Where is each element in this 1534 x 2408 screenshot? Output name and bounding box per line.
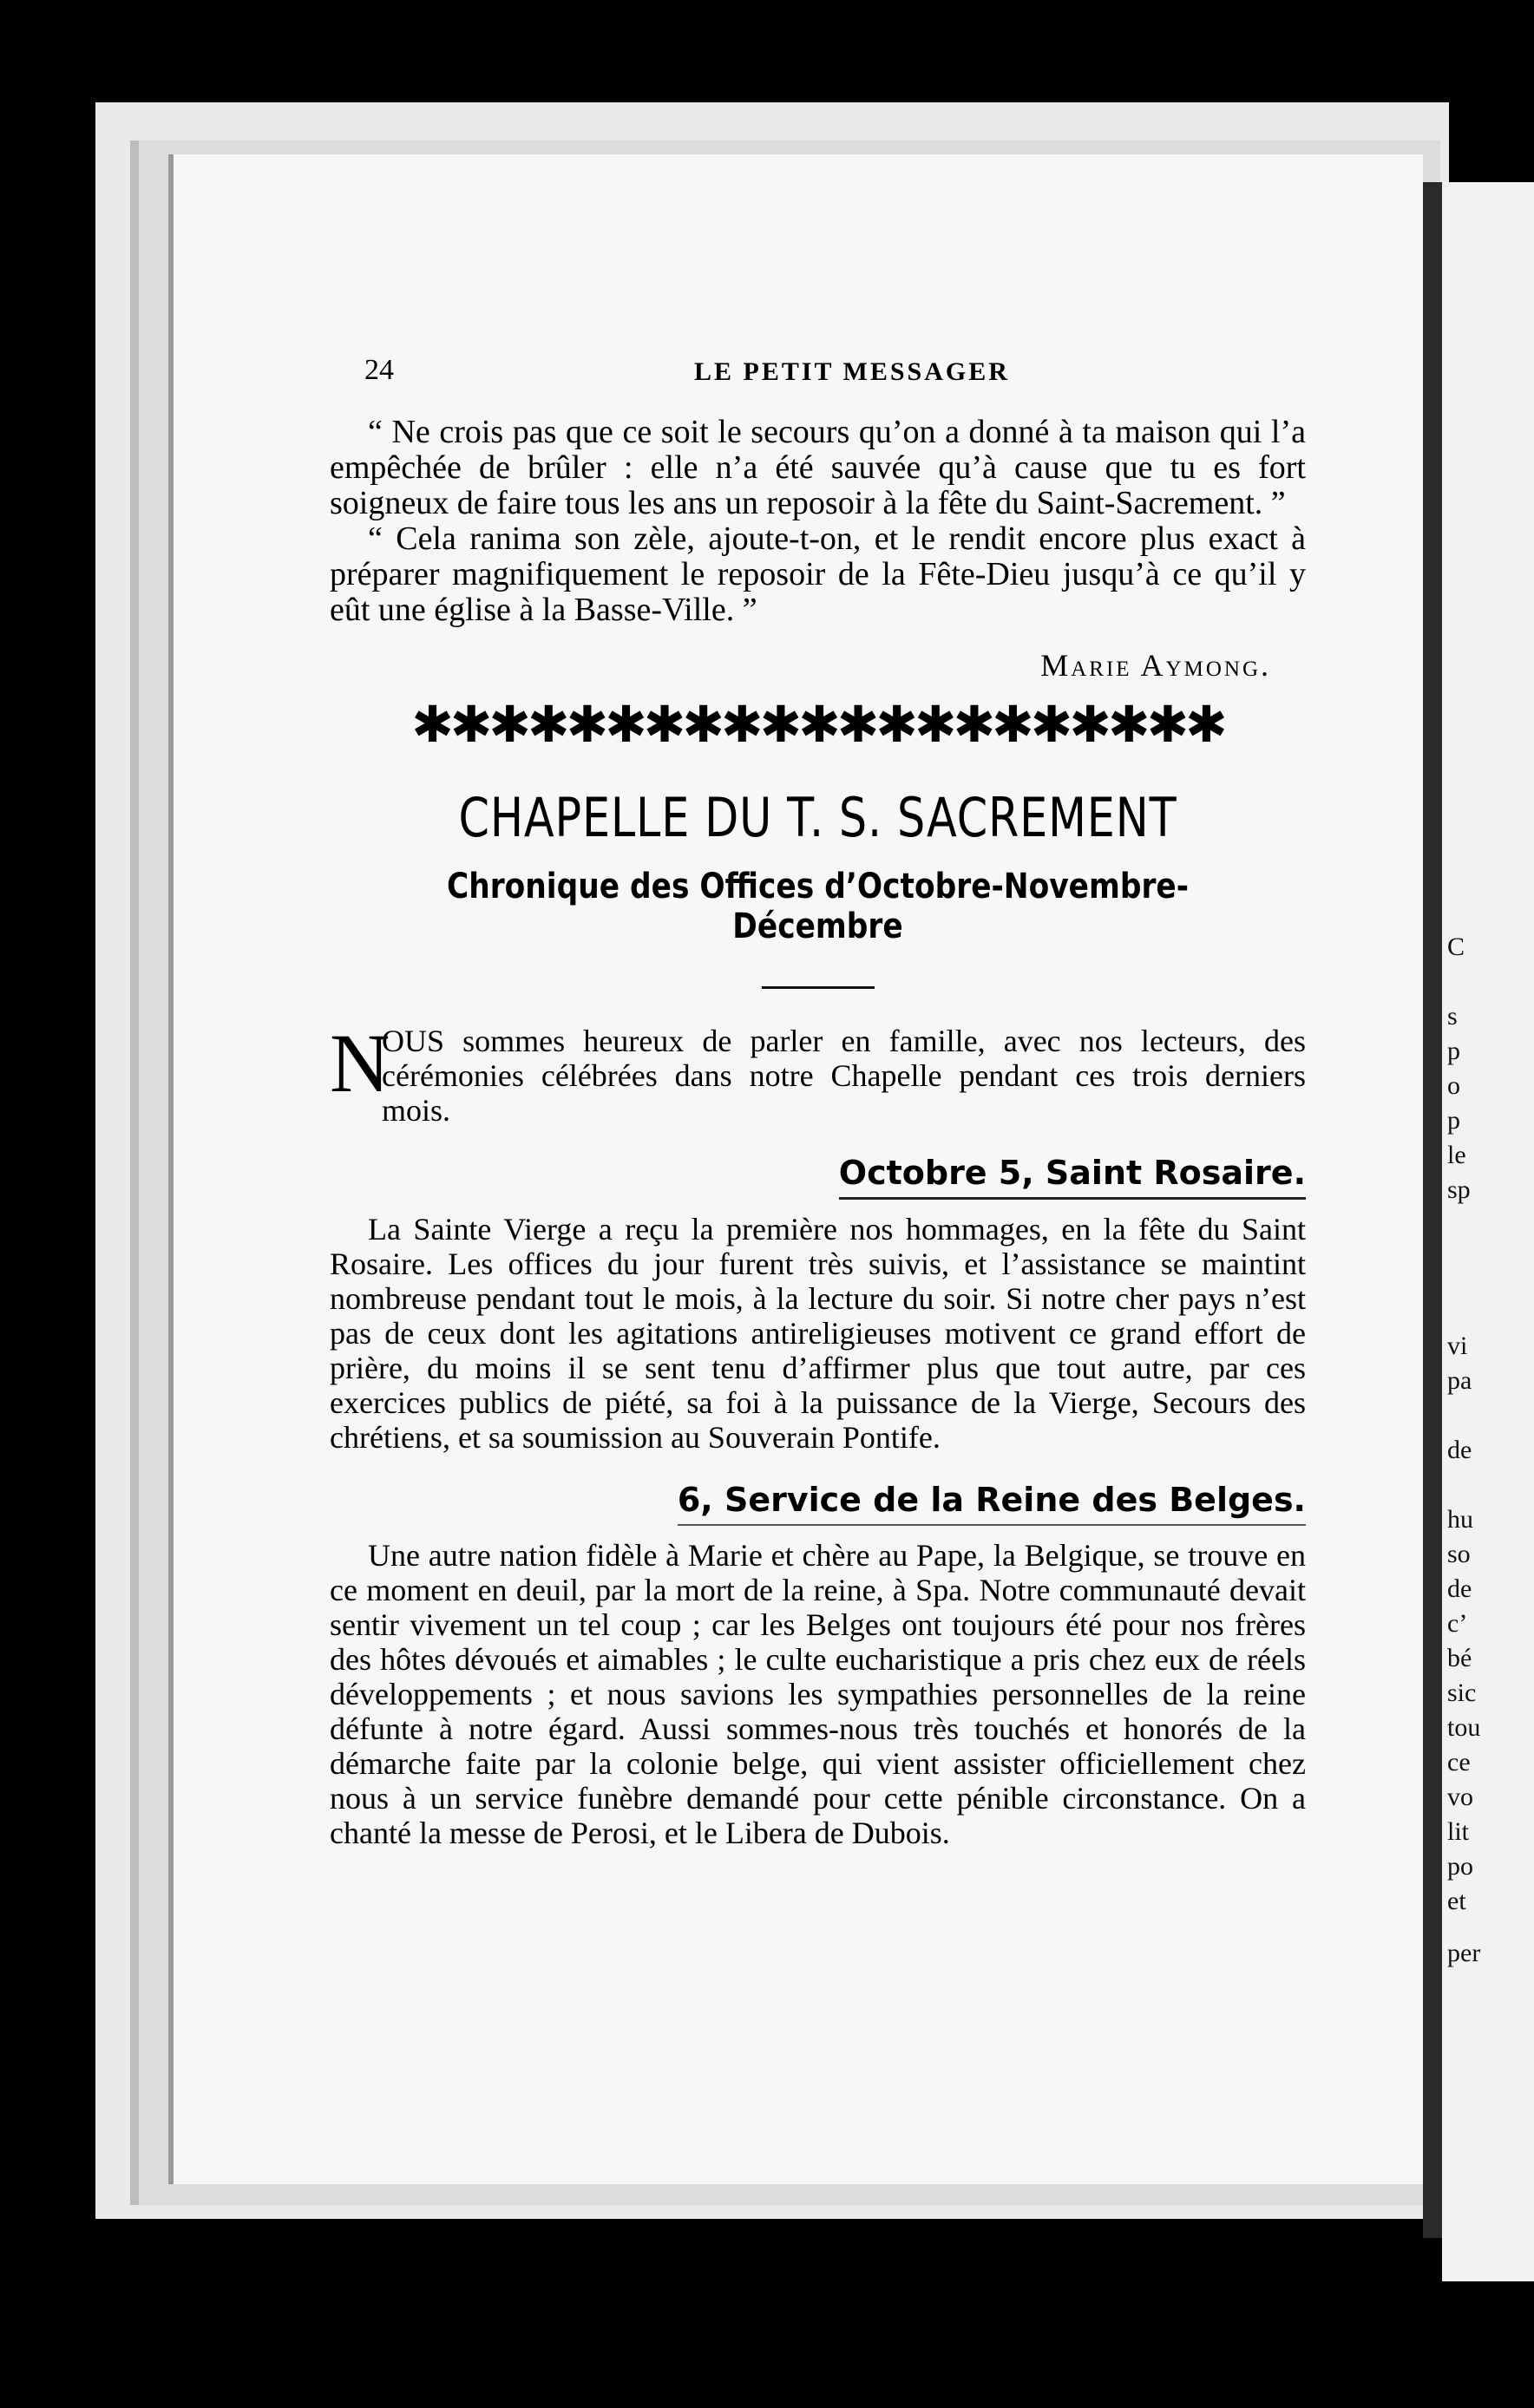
- page-number: 24: [364, 354, 394, 386]
- facing-fragment: c’: [1447, 1609, 1468, 1638]
- facing-fragment: s: [1447, 1002, 1458, 1031]
- facing-fragment: bé: [1447, 1644, 1472, 1672]
- quote-paragraph: “ Cela ranima son zèle, ajoute-t-on, et le rendit encore plus exact à préparer magnifiquement le reposoir de la Fête-Dieu jusqu’à ce qu’il y eût une église à la Basse-Ville. ”: [330, 520, 1306, 628]
- facing-fragment: et: [1447, 1887, 1466, 1915]
- page-body: [330, 415, 1306, 1850]
- facing-fragment: vo: [1447, 1783, 1473, 1811]
- section-paragraph: La Sainte Vierge a reçu la première nos hommages, en la fête du Saint Rosaire. Les offices du jour furent très suivis, et l’assistance se maintint nombreuse pendant tout le mois, à la lecture du soir. Si notre cher pays n’est pas de ceux dont les agitations antireligieuses motivent ce grand effort de prière, du moins il se sent tenu d’affirmer plus que tout autre, par ces exercices publics de piété, sa foi à la puissance de la Vierge, Secours des chrétiens, et sa soumission au Souverain Pontife.: [330, 1212, 1306, 1455]
- facing-fragment: per: [1447, 1939, 1481, 1967]
- section-heading: 6, Service de la Reine des Belges.: [678, 1481, 1306, 1526]
- chapter-title: CHAPELLE DU T. S. SACREMENT: [458, 786, 1177, 849]
- facing-fragment: C: [1447, 932, 1465, 961]
- facing-fragment: p: [1447, 1037, 1460, 1065]
- facing-fragment: o: [1447, 1071, 1460, 1100]
- quote-paragraph: “ Ne crois pas que ce soit le secours qu’on a donné à ta maison qui l’a empêchée de brûler : elle n’a été sauvée qu’à cause que tu es fort soigneux de faire tous les ans un reposoir à la fête du Saint-Sacrement. ”: [330, 414, 1306, 521]
- short-rule: [762, 986, 875, 989]
- facing-fragment: de: [1447, 1574, 1472, 1603]
- chapter-subtitle: Chronique des Offices d’Octobre-Novembre-Décembre: [446, 867, 1190, 946]
- facing-fragment: hu: [1447, 1505, 1473, 1534]
- facing-fragment: sp: [1447, 1175, 1471, 1204]
- facing-fragment: tou: [1447, 1713, 1481, 1742]
- facing-fragment: le: [1447, 1141, 1466, 1169]
- facing-fragment: sic: [1447, 1678, 1477, 1707]
- facing-fragment: pa: [1447, 1366, 1472, 1395]
- section-paragraph: Une autre nation fidèle à Marie et chère au Pape, la Belgique, se trouve en ce moment en deuil, par la mort de la reine, à Spa. Notre communauté devait sentir vivement un tel coup ; car les Belges ont toujours été pour nos frères des hôtes dévoués et aimables ; le culte eucharistique a pris chez eux de réels développements ; et nous savions les sympathies personnelles de la reine défunte à notre égard. Aussi sommes-nous très touchés et honorés de la démarche faite par la colonie belge, qui vient assister officiellement chez nous à un service funèbre demandé pour cette pénible circonstance. On a chanté la messe de Perosi, et le Libera de Dubois.: [330, 1538, 1306, 1850]
- facing-fragment: po: [1447, 1852, 1473, 1881]
- facing-page: [1442, 182, 1534, 2281]
- drop-cap: N: [330, 1017, 390, 1109]
- intro-paragraph: [330, 1017, 1306, 1128]
- section-heading: Octobre 5, Saint Rosaire.: [839, 1154, 1306, 1200]
- facing-fragment: lit: [1447, 1817, 1470, 1846]
- running-head: LE PETIT MESSAGER: [694, 357, 1010, 386]
- ornamental-divider: ✱✱✱✱✱✱✱✱✱✱✱✱✱✱✱✱✱✱✱✱✱: [411, 697, 1224, 753]
- facing-fragment: vi: [1447, 1332, 1468, 1360]
- facing-fragment: de: [1447, 1436, 1472, 1464]
- facing-fragment: so: [1447, 1540, 1471, 1568]
- facing-fragment: ce: [1447, 1748, 1471, 1777]
- intro-text: OUS sommes heureux de parler en famille, avec nos lecteurs, des cérémonies célébrées dans notre Chapelle pendant ces trois derniers mois.: [382, 1024, 1306, 1128]
- book-gutter: [1423, 182, 1442, 2238]
- facing-fragment: p: [1447, 1106, 1460, 1135]
- author-signature: Marie Aymong.: [1040, 648, 1271, 683]
- page-header: [364, 354, 1319, 389]
